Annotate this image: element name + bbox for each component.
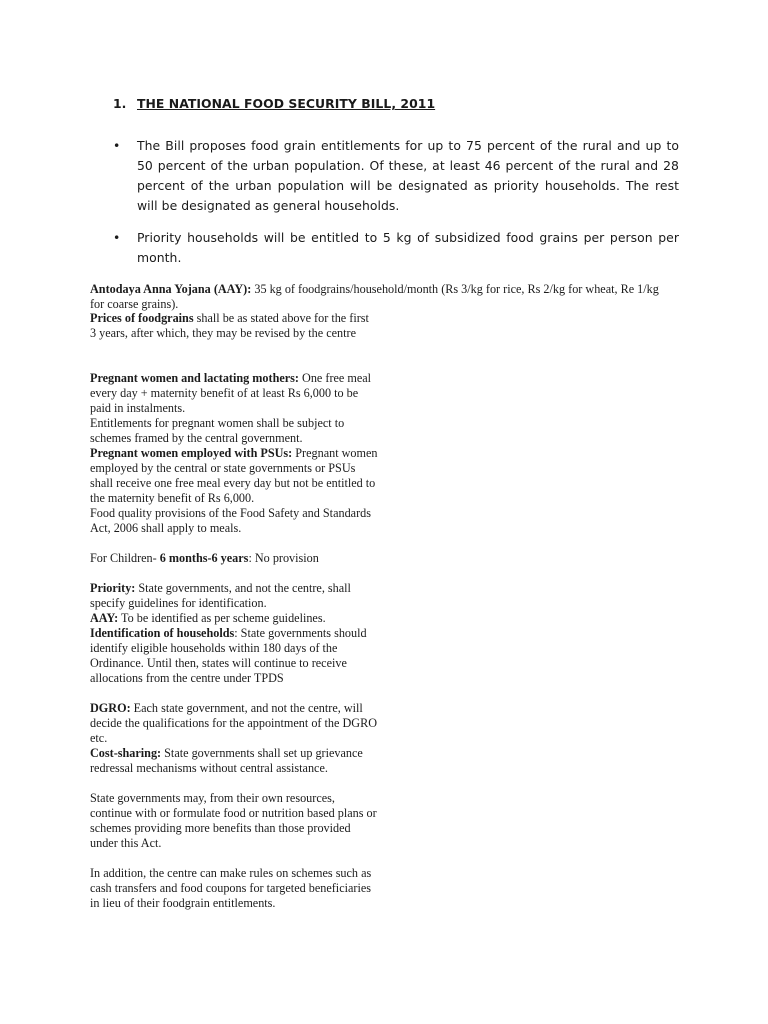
bullet-item-entitlements <box>113 136 679 216</box>
provisions-column <box>90 311 378 911</box>
pregnant-paragraph <box>90 371 378 416</box>
priority-text: State governments, and not the centre, shall specify guidelines for identification. <box>90 581 351 610</box>
section-title: THE NATIONAL FOOD SECURITY BILL, 2011 <box>137 96 436 111</box>
aay-identification-paragraph <box>90 611 378 626</box>
psu-text: Pregnant women employed by the central or state governments or PSUs shall receive one free meal every day but not be entitled to the maternity benefit of Rs 6,000. <box>90 446 378 505</box>
bullet-text: The Bill proposes food grain entitlements for up to 75 percent of the rural and up to 50 percent of the urban population. Of these, at least 46 percent of the rural and 28 percent of the urban population will be designated as priority households. The rest will be designated as general households. <box>137 138 679 213</box>
pregnant-text: One free meal every day + maternity benefit of at least Rs 6,000 to be paid in instalments. <box>90 371 372 415</box>
section-number: 1. <box>113 96 127 111</box>
centre-rules-paragraph: In addition, the centre can make rules on schemes such as cash transfers and food coupons for targeted beneficiaries in lieu of their foodgrain entitlements. <box>90 866 372 910</box>
identification-text: : State governments should identify eligible households within 180 days of the Ordinance. Until then, states will continue to receive allocations from the centre under TPDS <box>90 626 367 685</box>
dgro-text: Each state government, and not the centre, will decide the qualifications for the appointment of the DGRO etc. <box>90 701 378 745</box>
section-heading <box>113 94 435 114</box>
bullet-item-priority-households <box>113 228 679 268</box>
prices-label: Prices of foodgrains <box>90 311 194 325</box>
own-resources-paragraph: State governments may, from their own resources, continue with or formulate food or nutrition based plans or schemes providing more benefits than those provided under this Act. <box>90 791 377 850</box>
pregnant-label: Pregnant women and lactating mothers: <box>90 371 299 385</box>
cost-sharing-text: State governments shall set up grievance redressal mechanisms without central assistance. <box>90 746 363 775</box>
cost-sharing-label: Cost-sharing: <box>90 746 162 760</box>
psu-label: Pregnant women employed with PSUs: <box>90 446 293 460</box>
psu-paragraph <box>90 446 378 506</box>
children-prefix: For Children- <box>90 551 160 565</box>
entitlements-paragraph: Entitlements for pregnant women shall be subject to schemes framed by the central government. <box>90 416 345 445</box>
identification-paragraph <box>90 626 378 686</box>
food-quality-paragraph: Food quality provisions of the Food Safety and Standards Act, 2006 shall apply to meals. <box>90 506 371 535</box>
bullet-dot-icon: • <box>113 230 121 245</box>
prices-paragraph <box>90 311 378 341</box>
bullet-text: Priority households will be entitled to 5 kg of subsidized food grains per person per month. <box>137 230 679 265</box>
dgro-paragraph <box>90 701 378 746</box>
dgro-label: DGRO: <box>90 701 131 715</box>
aay-text: 35 kg of foodgrains/household/month (Rs 3/kg for rice, Rs 2/kg for wheat, Re 1/kg for coarse grains). <box>90 282 659 311</box>
aay-id-text: To be identified as per scheme guidelines. <box>118 611 326 625</box>
prices-text: shall be as stated above for the first 3 years, after which, they may be revised by the centre <box>90 311 369 340</box>
children-paragraph <box>90 551 378 566</box>
priority-paragraph <box>90 581 378 611</box>
children-label: 6 months-6 years <box>159 551 249 565</box>
aay-label: Antodaya Anna Yojana (AAY): <box>90 282 252 296</box>
priority-label: Priority: <box>90 581 136 595</box>
identification-label: Identification of households <box>90 626 235 640</box>
bullet-dot-icon: • <box>113 138 121 153</box>
cost-sharing-paragraph <box>90 746 378 776</box>
children-text: : No provision <box>248 551 319 565</box>
aay-paragraph <box>90 282 662 312</box>
aay-id-label: AAY: <box>90 611 119 625</box>
